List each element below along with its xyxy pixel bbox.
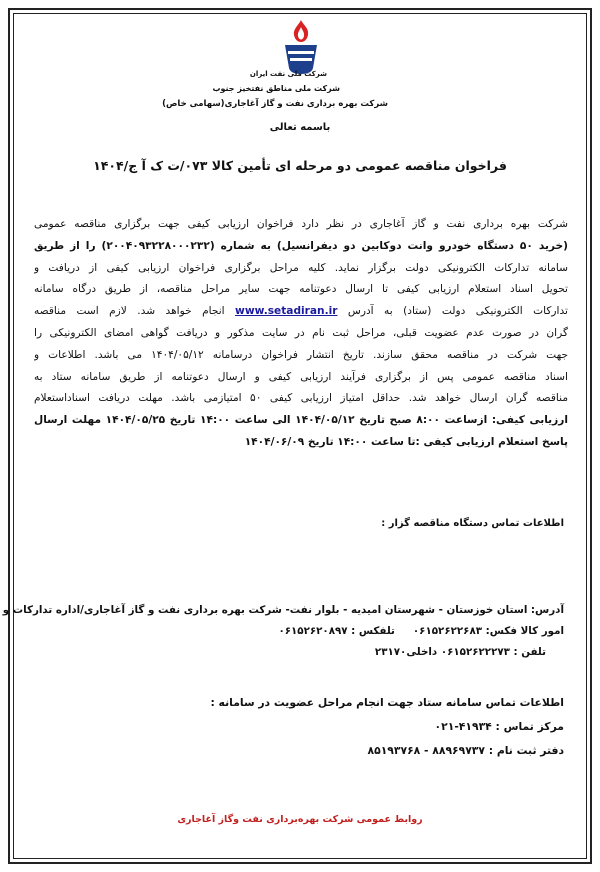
body-line: شرکت بهره برداری نفت و گاز آغاجاری در نظر دارد فراخوان ارزیابی کیفی جهت برگزاری مناقصه عمومی bbox=[34, 218, 568, 230]
org-line-1: شرکت ملی نفت ایران bbox=[249, 70, 327, 78]
body-line-post: انجام خواهد شد. لازم است مناقصه bbox=[34, 305, 225, 318]
org-line-2: شرکت ملی مناطق نفتخیز جنوب bbox=[212, 84, 340, 93]
setad-contact-block bbox=[210, 691, 564, 763]
body-line: جهت شرکت در مناقصه محقق سازند. تاریخ انتشار فراخوان درسامانه ۱۴۰۴/۰۵/۱۲ می باشد. اطلاعات و bbox=[34, 348, 568, 361]
org-line-3: شرکت بهره برداری نفت و گاز آغاجاری(سهامی خاص) bbox=[162, 99, 388, 109]
contact-heading: اطلاعات تماس دستگاه مناقصه گزار : bbox=[381, 518, 564, 529]
setad-registry-office: دفتر ثبت نام : ۸۸۹۶۹۷۳۷ - ۸۵۱۹۳۷۶۸ bbox=[367, 744, 564, 757]
nioc-logo-icon bbox=[278, 18, 324, 76]
address-block bbox=[2, 600, 564, 663]
salutation: باسمه تعالی bbox=[269, 122, 331, 133]
phone-number: تلفن : ۰۶۱۵۲۶۲۲۲۷۳ داخلی۲۳۱۷۰ bbox=[374, 646, 546, 658]
body-line: مناقصه گران ارسال خواهد شد. حداقل امتیاز ارزیابی کیفی ۵۰ امتیازمی باشد. مهلت دریافت اسناداستعلام bbox=[34, 392, 568, 405]
body-line: اسناد مناقصه عمومی پس از برگزاری فرآیند ارزیابی کیفی و ارسال دعوتنامه از طریق سامانه ستاد به bbox=[34, 370, 568, 383]
body-line-with-link bbox=[34, 301, 568, 323]
body-line: (خرید ۵۰ دستگاه خودرو وانت دوکابین دو دیفرانسیل) به شماره (۲۰۰۴۰۹۳۲۲۸۰۰۰۲۳۲) را از طریق bbox=[34, 239, 568, 252]
fax-line bbox=[34, 621, 564, 642]
setadiran-link[interactable]: www.setadiran.ir bbox=[235, 305, 338, 318]
phone-line bbox=[34, 642, 564, 663]
telfax-number: تلفکس : ۰۶۱۵۲۶۲۰۸۹۷ bbox=[278, 625, 395, 637]
body-line: گران در صورت عدم عضویت قبلی، مراحل ثبت نام در سایت مذکور و دریافت گواهی امضای الکترونیکی را bbox=[34, 326, 568, 339]
body-line: سامانه تدارکات الکترونیکی دولت برگزار نماید. کلیه مراحل برگزاری فراخوان ارزیابی کیفی از دریافت و bbox=[34, 261, 568, 274]
body-line-pre: تدارکات الکترونیکی دولت (ستاد) به آدرس bbox=[347, 305, 568, 318]
setad-call-center: مرکز تماس : ۴۱۹۳۴-۰۲۱ bbox=[434, 720, 564, 733]
setad-heading: اطلاعات تماس سامانه ستاد جهت انجام مراحل عضویت در سامانه : bbox=[210, 696, 564, 709]
fax-number: امور کالا فکس: ۰۶۱۵۲۶۲۲۶۸۳ bbox=[412, 625, 564, 637]
body-line: تحویل اسناد استعلام ارزیابی کیفی تا ارسال دعوتنامه جهت سایر مراحل مناقصه، از طریق درگاه سامانه bbox=[34, 283, 568, 296]
public-relations-footer: روابط عمومی شرکت بهره‌برداری نفت وگاز آغاجاری bbox=[177, 814, 423, 825]
address-line: آدرس: استان خوزستان - شهرستان امیدیه - بلوار نفت- شرکت بهره برداری نفت و گاز آغاجاری/اداره تدارکات و bbox=[2, 604, 564, 616]
body-line: پاسخ استعلام ارزیابی کیفی :تا ساعت ۱۴:۰۰ تاریخ ۱۴۰۴/۰۶/۰۹ bbox=[244, 435, 568, 448]
tender-body bbox=[34, 214, 568, 454]
tender-title: فراخوان مناقصه عمومی دو مرحله ای تأمین کالا ۰۷۳/ت ک آ ج/۱۴۰۴ bbox=[93, 158, 507, 173]
body-line: ارزیابی کیفی: ازساعت ۸:۰۰ صبح تاریخ ۱۴۰۴/۰۵/۱۲ الی ساعت ۱۴:۰۰ تاریخ ۱۴۰۴/۰۵/۲۵ مهلت ارسال bbox=[34, 414, 568, 427]
